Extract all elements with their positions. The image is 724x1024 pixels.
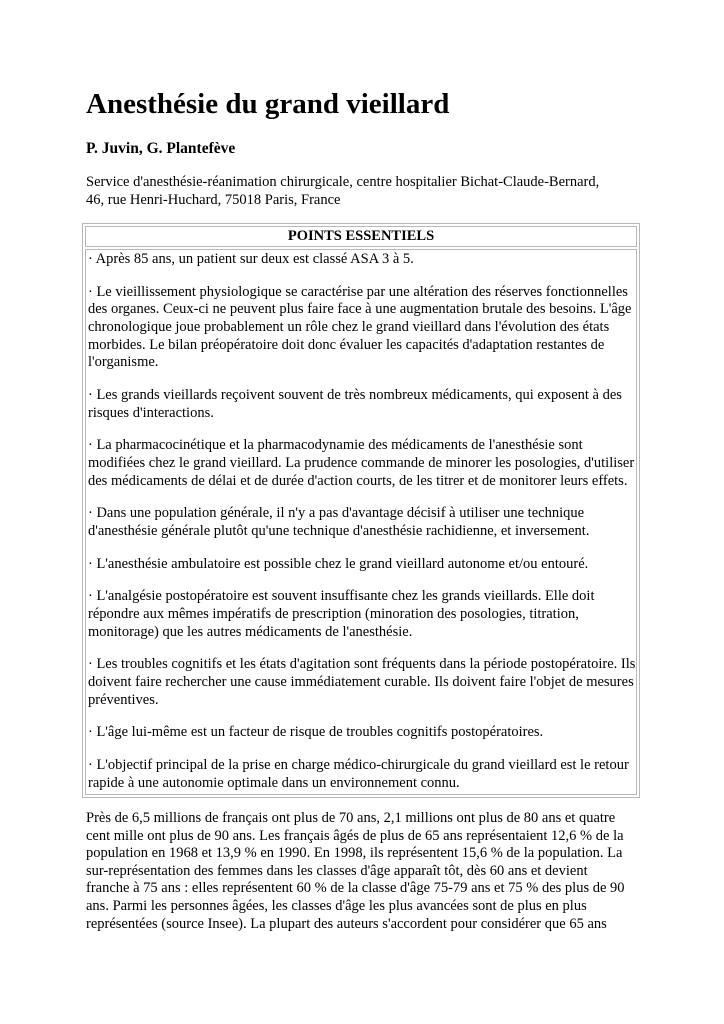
key-points-box — [82, 223, 640, 798]
key-point — [88, 588, 634, 641]
body-line: cent mille ont plus de 90 ans. Les français âgés de plus de 65 ans représentaient 12,6 % de la — [86, 827, 624, 844]
key-point-line: · L'anesthésie ambulatoire est possible chez le grand vieillard autonome et/ou entouré. — [88, 555, 589, 572]
key-point-line: · Après 85 ans, un patient sur deux est classé ASA 3 à 5. — [88, 251, 414, 267]
key-point — [88, 284, 634, 372]
key-point-line: doivent faire rechercher une cause immédiatement curable. Ils doivent faire l'objet de mesures — [88, 674, 634, 690]
key-point — [88, 387, 634, 422]
key-point-line: · Les grands vieillards reçoivent souvent de très nombreux médicaments, qui exposent à des — [88, 386, 622, 403]
key-point-line: monitorage) que les autres médicaments de l'anesthésie. — [88, 623, 413, 640]
key-point — [88, 556, 634, 574]
key-point-line: des organes. Ceux-ci ne peuvent plus faire face à une augmentation brutale des besoins. L'âge — [88, 301, 632, 318]
body-line: représentées (source Insee). La plupart des auteurs s'accordent pour considérer que 65 ans — [86, 915, 607, 932]
body-paragraph — [86, 810, 642, 933]
key-points-header: POINTS ESSENTIELS — [85, 226, 637, 247]
key-point-line: d'anesthésie générale plutôt qu'une technique d'anesthésie rachidienne, et inversement. — [88, 522, 590, 539]
key-point-line: · L'analgésie postopératoire est souvent insuffisante chez les grands vieillards. Elle doit — [88, 588, 595, 605]
key-point — [88, 656, 634, 709]
key-point-line: · Les troubles cognitifs et les états d'agitation sont fréquents dans la période postopératoire. Ils — [88, 656, 636, 673]
key-point-line: l'organisme. — [88, 354, 159, 371]
key-point-line: répondre aux mêmes impératifs de prescription (minoration des posologies, titration, — [88, 606, 579, 623]
key-point — [88, 757, 634, 792]
key-point-line: chronologique joue probablement un rôle chez le grand vieillard dans l'évolution des états — [88, 318, 610, 335]
key-point-line: · Le vieillissement physiologique se caractérise par une altération des réserves fonctionnelles — [88, 283, 628, 300]
key-point-line: · La pharmacocinétique et la pharmacodynamie des médicaments de l'anesthésie sont — [88, 437, 583, 454]
key-points-body — [85, 249, 637, 795]
body-line: sur-représentation des femmes dans les classes d'âge apparaît tôt, dès 60 ans et devient — [86, 862, 588, 879]
affiliation-line: 46, rue Henri-Huchard, 75018 Paris, France — [86, 192, 341, 208]
key-point — [88, 724, 634, 742]
key-point-line: · L'âge lui-même est un facteur de risque de troubles cognitifs postopératoires. — [88, 724, 544, 741]
key-point — [88, 437, 634, 490]
key-point-line: modifiées chez le grand vieillard. La prudence commande de minorer les posologies, d'utiliser — [88, 454, 635, 471]
document-authors: P. Juvin, G. Plantefève — [86, 140, 236, 157]
affiliation-line: Service d'anesthésie-réanimation chirurgicale, centre hospitalier Bichat-Claude-Bernard, — [86, 174, 600, 190]
key-point — [88, 505, 634, 540]
key-point-line: rapide à une autonomie optimale dans un environnement connu. — [88, 774, 460, 791]
key-point-line: des médicaments de délai et de durée d'action courts, de les titrer et de monitorer leurs effets. — [88, 472, 628, 489]
key-point-line: · L'objectif principal de la prise en charge médico-chirurgicale du grand vieillard est le retour — [88, 757, 629, 774]
body-line: population en 1968 et 13,9 % en 1990. En 1998, ils représentent 15,6 % de la population. La — [86, 845, 623, 862]
key-point-line: préventives. — [88, 691, 159, 708]
document-title: Anesthésie du grand vieillard — [86, 88, 450, 120]
key-point — [88, 251, 634, 269]
body-line: ans. Parmi les personnes âgées, les classes d'âge les plus avancées sont de plus en plus — [86, 897, 587, 914]
body-line: Près de 6,5 millions de français ont plus de 70 ans, 2,1 millions ont plus de 80 ans et quatre — [86, 810, 616, 826]
document-affiliation — [86, 173, 599, 209]
body-line: franche à 75 ans : elles représentent 60 % de la classe d'âge 75-79 ans et 75 % des plus de 90 — [86, 880, 625, 897]
key-point-line: · Dans une population générale, il n'y a pas d'avantage décisif à utiliser une technique — [88, 505, 585, 522]
key-point-line: morbides. Le bilan préopératoire doit donc évaluer les capacités d'adaptation restantes de — [88, 336, 605, 353]
key-point-line: risques d'interactions. — [88, 404, 214, 421]
